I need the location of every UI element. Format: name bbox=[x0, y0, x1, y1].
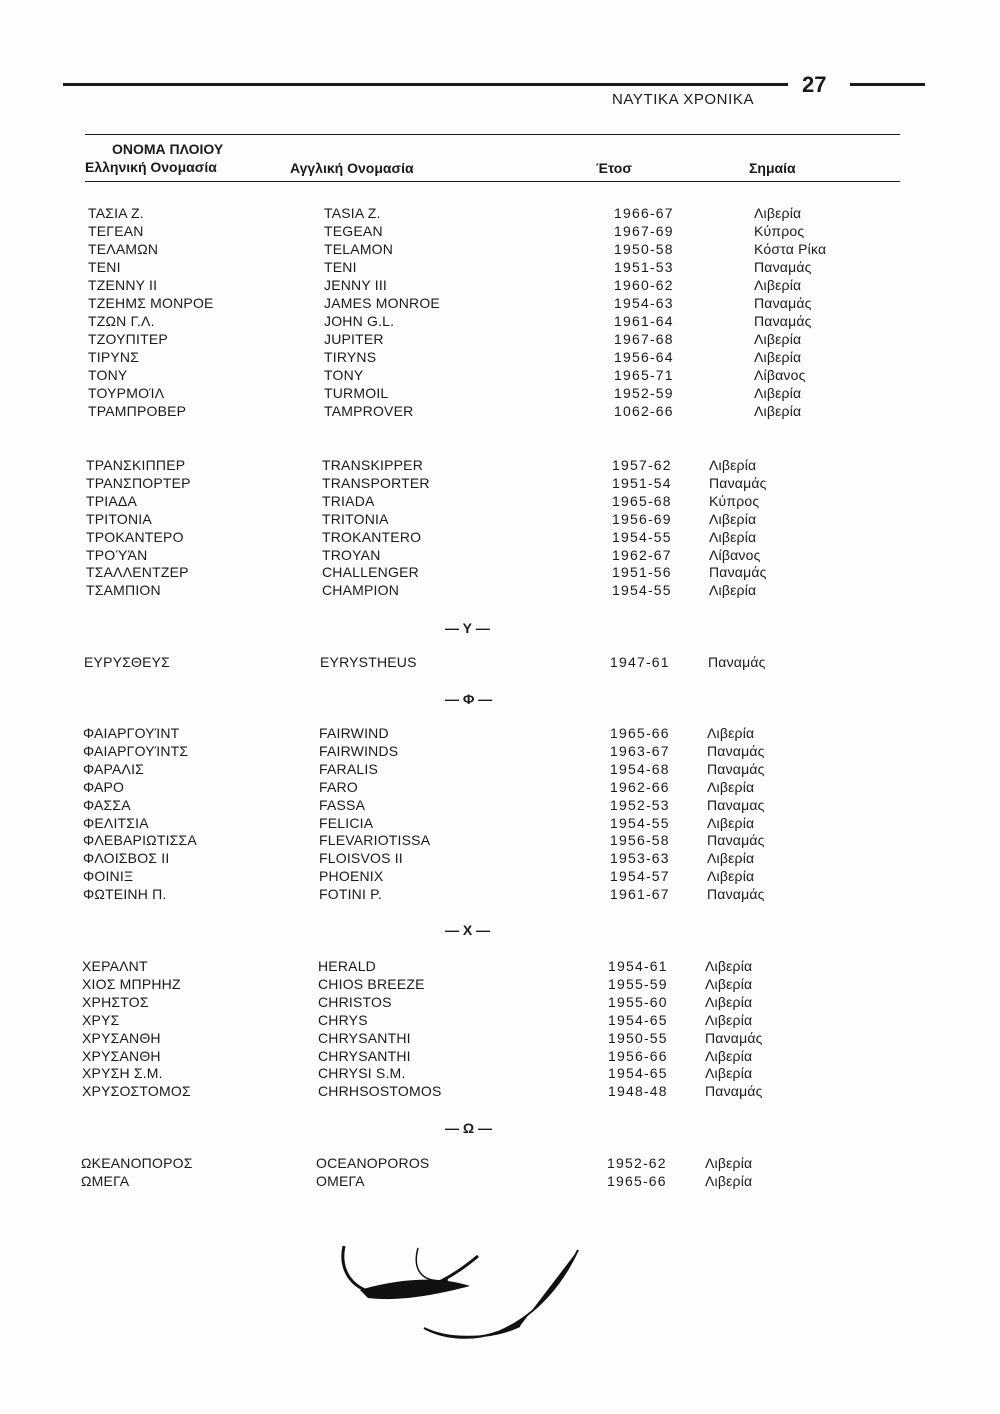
english-name-cell: JUPITER bbox=[324, 331, 384, 347]
greek-name-cell: ΕΥΡΥΣΘΕΥΣ bbox=[84, 654, 171, 670]
english-name-cell: CHRYSI S.M. bbox=[318, 1065, 406, 1081]
years-cell: 1962-66 bbox=[610, 779, 670, 795]
years-cell: 1965-68 bbox=[612, 493, 672, 509]
years-cell: 1954-57 bbox=[610, 868, 670, 884]
column-header-top-rule bbox=[85, 134, 900, 135]
flag-cell: Λιβερία bbox=[705, 994, 753, 1010]
flag-cell: Λιβερία bbox=[705, 958, 753, 974]
table-row bbox=[0, 976, 1000, 994]
flag-cell: Λιβερία bbox=[707, 779, 755, 795]
flag-cell: Παναμάς bbox=[705, 1083, 763, 1099]
flag-cell: Παναμάς bbox=[707, 886, 765, 902]
column-flag: Σημαία bbox=[749, 160, 796, 176]
greek-name-cell: ΤΣΑΛΛΕΝΤΖΕΡ bbox=[86, 564, 189, 580]
flag-cell: Λιβερία bbox=[705, 976, 753, 992]
years-cell: 1954-61 bbox=[608, 958, 668, 974]
years-cell: 1954-55 bbox=[612, 529, 672, 545]
english-name-cell: FARALIS bbox=[319, 761, 378, 777]
table-row bbox=[0, 797, 1000, 815]
english-name-cell: JAMES MONROE bbox=[324, 295, 440, 311]
english-name-cell: CHRYS bbox=[318, 1012, 368, 1028]
table-row bbox=[0, 241, 1000, 259]
english-name-cell: TASIA Z. bbox=[324, 205, 381, 221]
greek-name-cell: ΤΕΓΕΑΝ bbox=[88, 223, 144, 239]
greek-name-cell: ΧΡΥΣΗ Σ.Μ. bbox=[82, 1065, 163, 1081]
greek-name-cell: ΧΡΥΣΑΝΘΗ bbox=[82, 1048, 161, 1064]
table-row bbox=[0, 1155, 1000, 1173]
english-name-cell: CHALLENGER bbox=[322, 564, 419, 580]
years-cell: 1948-48 bbox=[608, 1083, 668, 1099]
table-row bbox=[0, 259, 1000, 277]
flourish-stroke-4 bbox=[424, 1250, 578, 1338]
years-cell: 1967-68 bbox=[614, 331, 674, 347]
table-row bbox=[0, 761, 1000, 779]
table-row bbox=[0, 1065, 1000, 1083]
flag-cell: Παναμάς bbox=[709, 475, 767, 491]
english-name-cell: TROYAN bbox=[322, 547, 381, 563]
years-cell: 1954-63 bbox=[614, 295, 674, 311]
years-cell: 1952-62 bbox=[607, 1155, 667, 1171]
years-cell: 1965-66 bbox=[607, 1173, 667, 1189]
table-row bbox=[0, 1048, 1000, 1066]
table-row bbox=[0, 493, 1000, 511]
table-row bbox=[0, 331, 1000, 349]
flag-cell: Λιβερία bbox=[754, 205, 802, 221]
greek-name-cell: ΦΑΙΑΡΓΟΥΊΝΤΣ bbox=[83, 743, 189, 759]
years-cell: 1957-62 bbox=[612, 457, 672, 473]
section-letter-divider: — Υ — bbox=[445, 620, 490, 636]
flag-cell: Λιβερία bbox=[707, 815, 755, 831]
years-cell: 1951-56 bbox=[612, 564, 672, 580]
table-row bbox=[0, 547, 1000, 565]
years-cell: 1966-67 bbox=[614, 205, 674, 221]
table-row bbox=[0, 958, 1000, 976]
greek-name-cell: ΧΡΗΣΤΟΣ bbox=[82, 994, 149, 1010]
years-cell: 1954-68 bbox=[610, 761, 670, 777]
years-cell: 1950-58 bbox=[614, 241, 674, 257]
greek-name-cell: ΤΙΡΥΝΣ bbox=[88, 349, 140, 365]
table-row bbox=[0, 223, 1000, 241]
greek-name-cell: ΤΕΛΑΜΩΝ bbox=[88, 241, 159, 257]
flag-cell: Λιβερία bbox=[705, 1048, 753, 1064]
table-row bbox=[0, 815, 1000, 833]
column-header-bottom-rule bbox=[85, 181, 900, 182]
greek-name-cell: ΦΑΣΣΑ bbox=[83, 797, 131, 813]
table-row bbox=[0, 850, 1000, 868]
greek-name-cell: ΦΕΛΙΤΣΙΑ bbox=[83, 815, 149, 831]
years-cell: 1952-53 bbox=[610, 797, 670, 813]
greek-name-cell: ΧΕΡΑΛΝΤ bbox=[82, 958, 148, 974]
column-group-title: ΟΝΟΜΑ ΠΛΟΙΟΥ bbox=[112, 141, 224, 157]
english-name-cell: TAMPROVER bbox=[324, 403, 414, 419]
flag-cell: Λιβερία bbox=[709, 511, 757, 527]
table-row bbox=[0, 349, 1000, 367]
table-row bbox=[0, 994, 1000, 1012]
table-row bbox=[0, 725, 1000, 743]
section-letter-divider: — Φ — bbox=[445, 691, 493, 707]
greek-name-cell: ΤΖΩΝ Γ.Λ. bbox=[88, 313, 155, 329]
flag-cell: Παναμάς bbox=[707, 832, 765, 848]
column-greek-name: Ελληνική Ονομασία bbox=[85, 159, 217, 175]
column-year: Έτοσ bbox=[596, 160, 632, 176]
english-name-cell: CHRYSANTHI bbox=[318, 1048, 411, 1064]
greek-name-cell: ΦΑΙΑΡΓΟΥΊΝΤ bbox=[83, 725, 180, 741]
table-row bbox=[0, 1173, 1000, 1191]
table-row bbox=[0, 743, 1000, 761]
english-name-cell: FARO bbox=[319, 779, 358, 795]
years-cell: 1951-53 bbox=[614, 259, 674, 275]
table-row bbox=[0, 832, 1000, 850]
flag-cell: Λιβερία bbox=[754, 403, 802, 419]
table-row bbox=[0, 475, 1000, 493]
table-row bbox=[0, 313, 1000, 331]
years-cell: 1967-69 bbox=[614, 223, 674, 239]
flourish-stroke-3 bbox=[416, 1248, 448, 1281]
greek-name-cell: ΤΖΟΥΠΙΤΕΡ bbox=[88, 331, 168, 347]
greek-name-cell: ΤΡΙΤΟΝΙΑ bbox=[86, 511, 152, 527]
table-row bbox=[0, 205, 1000, 223]
flag-cell: Παναμάς bbox=[705, 1030, 763, 1046]
english-name-cell: FAIRWINDS bbox=[319, 743, 399, 759]
flag-cell: Παναμας bbox=[707, 797, 765, 813]
greek-name-cell: ΦΛΟΙΣΒΟΣ ΙΙ bbox=[83, 850, 170, 866]
english-name-cell: TURMOIL bbox=[324, 385, 389, 401]
greek-name-cell: ΤΡΑΜΠΡΟΒΕΡ bbox=[88, 403, 187, 419]
table-row bbox=[0, 385, 1000, 403]
flag-cell: Λιβερία bbox=[707, 868, 755, 884]
english-name-cell: FLEVARIOTISSA bbox=[319, 832, 431, 848]
flag-cell: Παναμάς bbox=[707, 761, 765, 777]
english-name-cell: TROKANTERO bbox=[322, 529, 422, 545]
flag-cell: Παναμάς bbox=[754, 259, 812, 275]
greek-name-cell: ΤΣΑΜΠΙΟΝ bbox=[86, 582, 161, 598]
english-name-cell: OCEANOPOROS bbox=[316, 1155, 430, 1171]
flag-cell: Λιβερία bbox=[709, 457, 757, 473]
english-name-cell: TELAMON bbox=[324, 241, 394, 257]
greek-name-cell: ΦΟΙΝΙΞ bbox=[83, 868, 134, 884]
years-cell: 1956-58 bbox=[610, 832, 670, 848]
table-row bbox=[0, 564, 1000, 582]
english-name-cell: CHRISTOS bbox=[318, 994, 392, 1010]
table-row bbox=[0, 295, 1000, 313]
header-rule-left bbox=[63, 83, 788, 86]
greek-name-cell: ΤΟΥΡΜΟΊΛ bbox=[88, 385, 165, 401]
english-name-cell: JOHN G.L. bbox=[324, 313, 395, 329]
years-cell: 1062-66 bbox=[614, 403, 674, 419]
years-cell: 1947-61 bbox=[610, 654, 670, 670]
english-name-cell: TENI bbox=[324, 259, 357, 275]
years-cell: 1961-64 bbox=[614, 313, 674, 329]
flag-cell: Λιβερία bbox=[754, 277, 802, 293]
years-cell: 1963-67 bbox=[610, 743, 670, 759]
flag-cell: Λίβανος bbox=[754, 367, 806, 383]
english-name-cell: PHOENIX bbox=[319, 868, 384, 884]
greek-name-cell: ΤΕΝΙ bbox=[88, 259, 121, 275]
flag-cell: Παναμάς bbox=[707, 743, 765, 759]
years-cell: 1950-55 bbox=[608, 1030, 668, 1046]
table-row bbox=[0, 403, 1000, 421]
greek-name-cell: ΦΑΡΑΛΙΣ bbox=[83, 761, 145, 777]
years-cell: 1955-60 bbox=[608, 994, 668, 1010]
header-rule-right bbox=[850, 83, 925, 86]
greek-name-cell: ΤΡΑΝΣΚΙΠΠΕΡ bbox=[86, 457, 186, 473]
years-cell: 1954-55 bbox=[612, 582, 672, 598]
flag-cell: Κύπρος bbox=[709, 493, 760, 509]
english-name-cell: TEGEAN bbox=[324, 223, 383, 239]
table-row bbox=[0, 1012, 1000, 1030]
flag-cell: Παναμάς bbox=[708, 654, 766, 670]
flag-cell: Λιβερία bbox=[709, 582, 757, 598]
table-row bbox=[0, 1083, 1000, 1101]
greek-name-cell: ΦΑΡΟ bbox=[83, 779, 125, 795]
english-name-cell: JENNY III bbox=[324, 277, 388, 293]
english-name-cell: TRIADA bbox=[322, 493, 375, 509]
table-row bbox=[0, 511, 1000, 529]
table-row bbox=[0, 367, 1000, 385]
years-cell: 1965-66 bbox=[610, 725, 670, 741]
years-cell: 1954-65 bbox=[608, 1012, 668, 1028]
english-name-cell: HERALD bbox=[318, 958, 376, 974]
table-row bbox=[0, 277, 1000, 295]
greek-name-cell: ΧΙΟΣ ΜΠΡΗΗΖ bbox=[82, 976, 181, 992]
column-english-name: Αγγλική Ονομασία bbox=[290, 160, 414, 176]
greek-name-cell: ΤΖΕΝΝΥ ΙΙ bbox=[88, 277, 158, 293]
table-row bbox=[0, 886, 1000, 904]
flag-cell: Κόστα Ρίκα bbox=[754, 241, 827, 257]
table-row bbox=[0, 1030, 1000, 1048]
english-name-cell: FELICIA bbox=[319, 815, 374, 831]
greek-name-cell: ΩΜΕΓΑ bbox=[81, 1173, 130, 1189]
english-name-cell: CHAMPION bbox=[322, 582, 400, 598]
publication-title: ΝΑΥΤΙΚΑ ΧΡΟΝΙΚΑ bbox=[612, 91, 755, 108]
english-name-cell: CHRYSANTHI bbox=[318, 1030, 411, 1046]
greek-name-cell: ΦΛΕΒΑΡΙΩΤΙΣΣΑ bbox=[83, 832, 197, 848]
flag-cell: Παναμάς bbox=[754, 313, 812, 329]
years-cell: 1956-64 bbox=[614, 349, 674, 365]
greek-name-cell: ΤΟΝΥ bbox=[88, 367, 128, 383]
table-row bbox=[0, 582, 1000, 600]
years-cell: 1961-67 bbox=[610, 886, 670, 902]
english-name-cell: TRANSPORTER bbox=[322, 475, 430, 491]
flag-cell: Παναμάς bbox=[754, 295, 812, 311]
section-letter-divider: — Χ — bbox=[445, 922, 491, 938]
english-name-cell: EYRYSTHEUS bbox=[320, 654, 417, 670]
english-name-cell: TRITONIA bbox=[322, 511, 389, 527]
greek-name-cell: ΤΡΙΑΔΑ bbox=[86, 493, 138, 509]
greek-name-cell: ΤΖΕΗΜΣ ΜΟΝΡΟΕ bbox=[88, 295, 214, 311]
flag-cell: Κύπρος bbox=[754, 223, 805, 239]
flag-cell: Λιβερία bbox=[709, 529, 757, 545]
flag-cell: Λιβερία bbox=[754, 349, 802, 365]
flag-cell: Λιβερία bbox=[705, 1065, 753, 1081]
greek-name-cell: ΧΡΥΣΑΝΘΗ bbox=[82, 1030, 161, 1046]
greek-name-cell: ΤΡΟΎΆΝ bbox=[86, 547, 148, 563]
flourish-stroke-2 bbox=[360, 1280, 470, 1299]
years-cell: 1955-59 bbox=[608, 976, 668, 992]
table-row bbox=[0, 529, 1000, 547]
english-name-cell: TIRYNS bbox=[324, 349, 377, 365]
flag-cell: Λιβερία bbox=[707, 725, 755, 741]
years-cell: 1965-71 bbox=[614, 367, 674, 383]
english-name-cell: FOTINI P. bbox=[319, 886, 382, 902]
table-row bbox=[0, 868, 1000, 886]
flag-cell: Λιβερία bbox=[705, 1173, 753, 1189]
flag-cell: Λίβανος bbox=[709, 547, 761, 563]
years-cell: 1960-62 bbox=[614, 277, 674, 293]
flag-cell: Λιβερία bbox=[705, 1155, 753, 1171]
greek-name-cell: ΤΑΣΙΑ Ζ. bbox=[88, 205, 144, 221]
section-letter-divider: — Ω — bbox=[445, 1120, 493, 1136]
english-name-cell: CHRHSOSTOMOS bbox=[318, 1083, 442, 1099]
greek-name-cell: ΩΚΕΑΝΟΠΟΡΟΣ bbox=[81, 1155, 193, 1171]
english-name-cell: ΟΜΕΓΑ bbox=[316, 1173, 365, 1189]
english-name-cell: TRANSKIPPER bbox=[322, 457, 423, 473]
years-cell: 1962-67 bbox=[612, 547, 672, 563]
years-cell: 1953-63 bbox=[610, 850, 670, 866]
english-name-cell: FAIRWIND bbox=[319, 725, 389, 741]
ink-flourish bbox=[330, 1240, 600, 1350]
greek-name-cell: ΤΡΑΝΣΠΟΡΤΕΡ bbox=[86, 475, 191, 491]
years-cell: 1956-69 bbox=[612, 511, 672, 527]
english-name-cell: CHIOS BREEZE bbox=[318, 976, 425, 992]
table-row bbox=[0, 654, 1000, 672]
english-name-cell: TONY bbox=[324, 367, 364, 383]
english-name-cell: FASSA bbox=[319, 797, 366, 813]
english-name-cell: FLOISVOS II bbox=[319, 850, 403, 866]
years-cell: 1952-59 bbox=[614, 385, 674, 401]
greek-name-cell: ΧΡΥΣΟΣΤΟΜΟΣ bbox=[82, 1083, 191, 1099]
years-cell: 1951-54 bbox=[612, 475, 672, 491]
page-number: 27 bbox=[802, 72, 827, 97]
greek-name-cell: ΤΡΟΚΑΝΤΕΡΟ bbox=[86, 529, 184, 545]
table-row bbox=[0, 457, 1000, 475]
flag-cell: Λιβερία bbox=[705, 1012, 753, 1028]
greek-name-cell: ΧΡΥΣ bbox=[82, 1012, 120, 1028]
years-cell: 1956-66 bbox=[608, 1048, 668, 1064]
flag-cell: Λιβερία bbox=[754, 385, 802, 401]
greek-name-cell: ΦΩΤΕΙΝΗ Π. bbox=[83, 886, 167, 902]
table-row bbox=[0, 779, 1000, 797]
flag-cell: Λιβερία bbox=[707, 850, 755, 866]
years-cell: 1954-65 bbox=[608, 1065, 668, 1081]
flag-cell: Λιβερία bbox=[754, 331, 802, 347]
flag-cell: Παναμάς bbox=[709, 564, 767, 580]
years-cell: 1954-55 bbox=[610, 815, 670, 831]
